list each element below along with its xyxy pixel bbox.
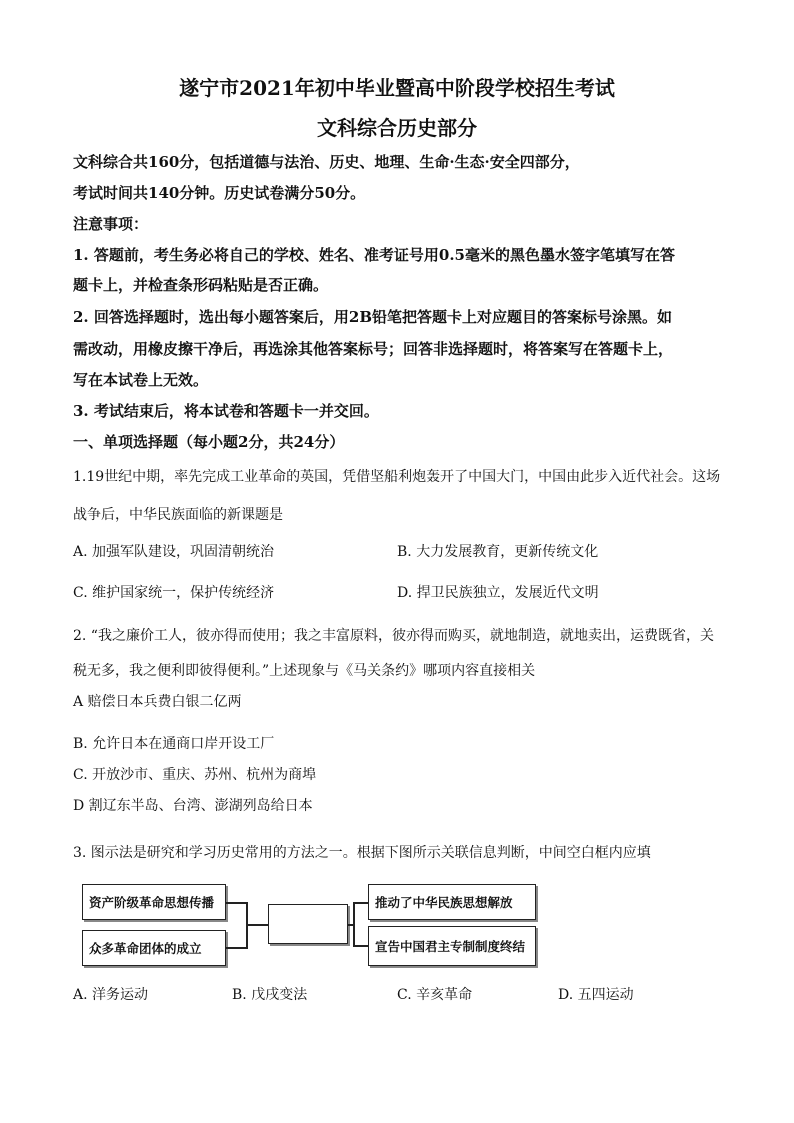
q3-option-a: A. 洋务运动 bbox=[73, 987, 149, 1003]
note-1-line-a: 1. 答题前，考生务必将自己的学校、姓名、准考证号用0.5毫米的黑色墨水签字笔填写在答 bbox=[73, 246, 675, 264]
q1-stem-line-b: 战争后，中华民族面临的新课题是 bbox=[73, 507, 283, 523]
q3-option-c: C. 辛亥革命 bbox=[397, 987, 473, 1003]
note-2-line-c: 写在本试卷上无效。 bbox=[73, 371, 209, 389]
connector-left-bottom bbox=[226, 947, 247, 949]
q2-option-b: B. 允许日本在通商口岸开设工厂 bbox=[73, 736, 275, 752]
q3-option-d: D. 五四运动 bbox=[558, 987, 634, 1003]
connector-left-top bbox=[226, 902, 247, 904]
connector-right-vertical bbox=[353, 902, 355, 947]
q3-option-b: B. 戊戌变法 bbox=[232, 987, 308, 1003]
diagram-box-left-top: 资产阶级革命思想传播 bbox=[82, 884, 226, 920]
note-2-line-a: 2. 回答选择题时，选出每小题答案后，用2B铅笔把答题卡上对应题目的答案标号涂黑。如 bbox=[73, 308, 673, 326]
diagram-box-right-top: 推动了中华民族思想解放 bbox=[368, 884, 536, 920]
connector-right-bottom bbox=[353, 945, 368, 947]
q2-stem-line-a: 2. “我之廉价工人，彼亦得而使用；我之丰富原料，彼亦得而购买，就地制造，就地卖出，运费既省，关 bbox=[73, 628, 714, 644]
connector-right-top bbox=[353, 902, 368, 904]
q2-stem-line-b: 税无多，我之便利即彼得便利。”上述现象与《马关条约》哪项内容直接相关 bbox=[73, 663, 536, 679]
page-subtitle: 文科综合历史部分 bbox=[317, 116, 477, 140]
note-2-line-b: 需改动，用橡皮擦干净后，再选涂其他答案标号；回答非选择题时，将答案写在答题卡上， bbox=[73, 340, 674, 358]
intro-line-1: 文科综合共160分，包括道德与法治、历史、地理、生命·生态·安全四部分， bbox=[73, 153, 580, 171]
connector-left-to-center bbox=[246, 924, 268, 926]
q1-option-c: C. 维护国家统一，保护传统经济 bbox=[73, 585, 275, 601]
note-3: 3. 考试结束后，将本试卷和答题卡一并交回。 bbox=[73, 402, 379, 420]
q1-option-d: D. 捍卫民族独立，发展近代文明 bbox=[397, 585, 599, 601]
note-1-line-b: 题卡上，并检查条形码粘贴是否正确。 bbox=[73, 276, 329, 294]
q2-option-c: C. 开放沙市、重庆、苏州、杭州为商埠 bbox=[73, 767, 317, 783]
intro-line-2: 考试时间共140分钟。历史试卷满分50分。 bbox=[73, 184, 366, 202]
diagram-box-center-blank bbox=[268, 904, 348, 944]
q2-option-a: A 赔偿日本兵费白银二亿两 bbox=[73, 694, 242, 710]
diagram-box-left-bottom: 众多革命团体的成立 bbox=[82, 930, 226, 966]
notes-heading: 注意事项： bbox=[73, 215, 149, 233]
q1-option-a: A. 加强军队建设，巩固清朝统治 bbox=[73, 544, 275, 560]
q3-stem: 3. 图示法是研究和学习历史常用的方法之一。根据下图所示关联信息判断，中间空白框内应填 bbox=[73, 845, 651, 861]
q1-option-b: B. 大力发展教育，更新传统文化 bbox=[397, 544, 599, 560]
page-title: 遂宁市2021年初中毕业暨高中阶段学校招生考试 bbox=[179, 76, 615, 100]
section-1-heading: 一、单项选择题（每小题2分，共24分） bbox=[73, 433, 345, 451]
diagram-box-right-bottom: 宣告中国君主专制制度终结 bbox=[368, 926, 536, 966]
q1-stem-line-a: 1.19世纪中期，率先完成工业革命的英国，凭借坚船利炮轰开了中国大门，中国由此步入近代社会。这场 bbox=[73, 469, 721, 485]
q2-option-d: D 割辽东半岛、台湾、澎湖列岛给日本 bbox=[73, 798, 313, 814]
